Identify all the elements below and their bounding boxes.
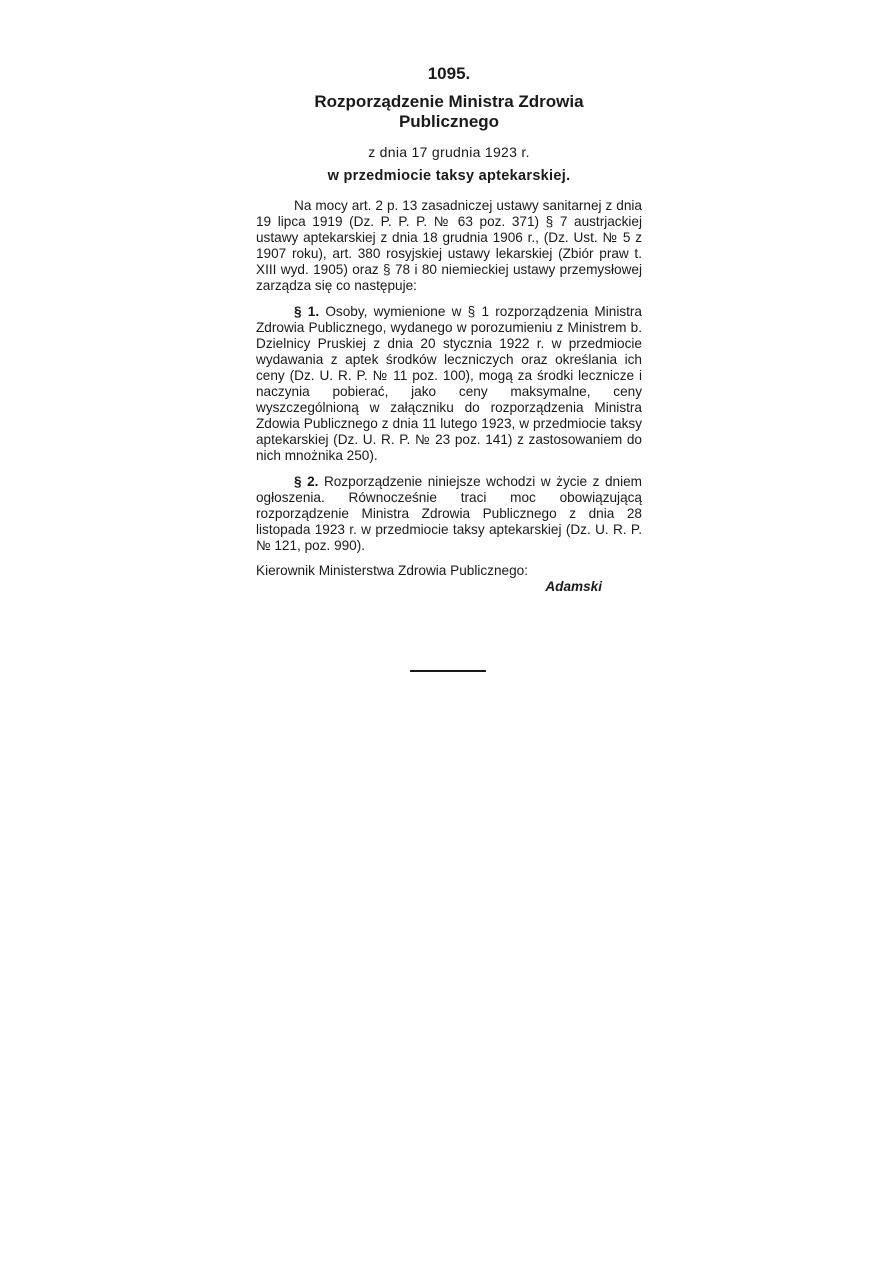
section-1-label: § 1. (294, 303, 320, 319)
title-line-1: Rozporządzenie Ministra Zdrowia (314, 92, 584, 111)
section-2-text: Rozporządzenie niniejsze wchodzi w życie z dniem ogłoszenia. Równocześnie traci moc obowiązującą rozporządzenie Ministra Zdrowia Publicznego z dnia 28 listopada 1923 r. w przedmiocie taksy aptekarskiej (Dz. U. R. P. № 121, poz. 990). (256, 473, 642, 553)
document-title (256, 92, 642, 132)
section-2-paragraph (256, 474, 642, 554)
preamble-paragraph: Na mocy art. 2 p. 13 zasadniczej ustawy sanitarnej z dnia 19 lipca 1919 (Dz. P. P. P. № 63 poz. 371) § 7 austrjackiej ustawy aptekarskiej z dnia 18 grudnia 1906 r., (Dz. Ust. № 5 z 1907 roku), art. 380 rosyjskiej ustawy lekarskiej (Zbiór praw t. XIII wyd. 1905) oraz § 78 i 80 niemieckiej ustawy przemysłowej zarządza się co następuje: (256, 198, 642, 294)
signature-block (256, 563, 642, 595)
section-1-paragraph (256, 304, 642, 465)
document-subject: w przedmiocie taksy aptekarskiej. (327, 168, 571, 184)
section-1-text: Osoby, wymienione w § 1 rozporządzenia Ministra Zdrowia Publicznego, wydanego w porozumieniu z Ministrem b. Dzielnicy Pruskiej z dnia 20 stycznia 1922 r. w przedmiocie wydawania z aptek środków leczniczych oraz określania ich ceny (Dz. U. R. P. № 11 poz. 100), mogą za środki lecznicze i naczynia pobierać, jako ceny maksymalne, ceny wyszczególnioną w załączniku do rozporządzenia Ministra Zdowia Publicznego z dnia 11 lutego 1923, w przedmiocie taksy aptekarskiej (Dz. U. R. P. № 23 poz. 141) z zastosowaniem do nich mnożnika 250). (256, 303, 642, 464)
document-date: z dnia 17 grudnia 1923 r. (368, 144, 530, 160)
signature-name: Adamski (545, 578, 602, 594)
section-2-label: § 2. (294, 473, 319, 489)
title-line-2: Publicznego (398, 112, 500, 131)
closing-rule (410, 670, 486, 672)
document-page (256, 64, 642, 595)
signature-role: Kierownik Ministerstwa Zdrowia Publicznego: (256, 562, 528, 578)
act-number: 1095. (427, 64, 471, 83)
